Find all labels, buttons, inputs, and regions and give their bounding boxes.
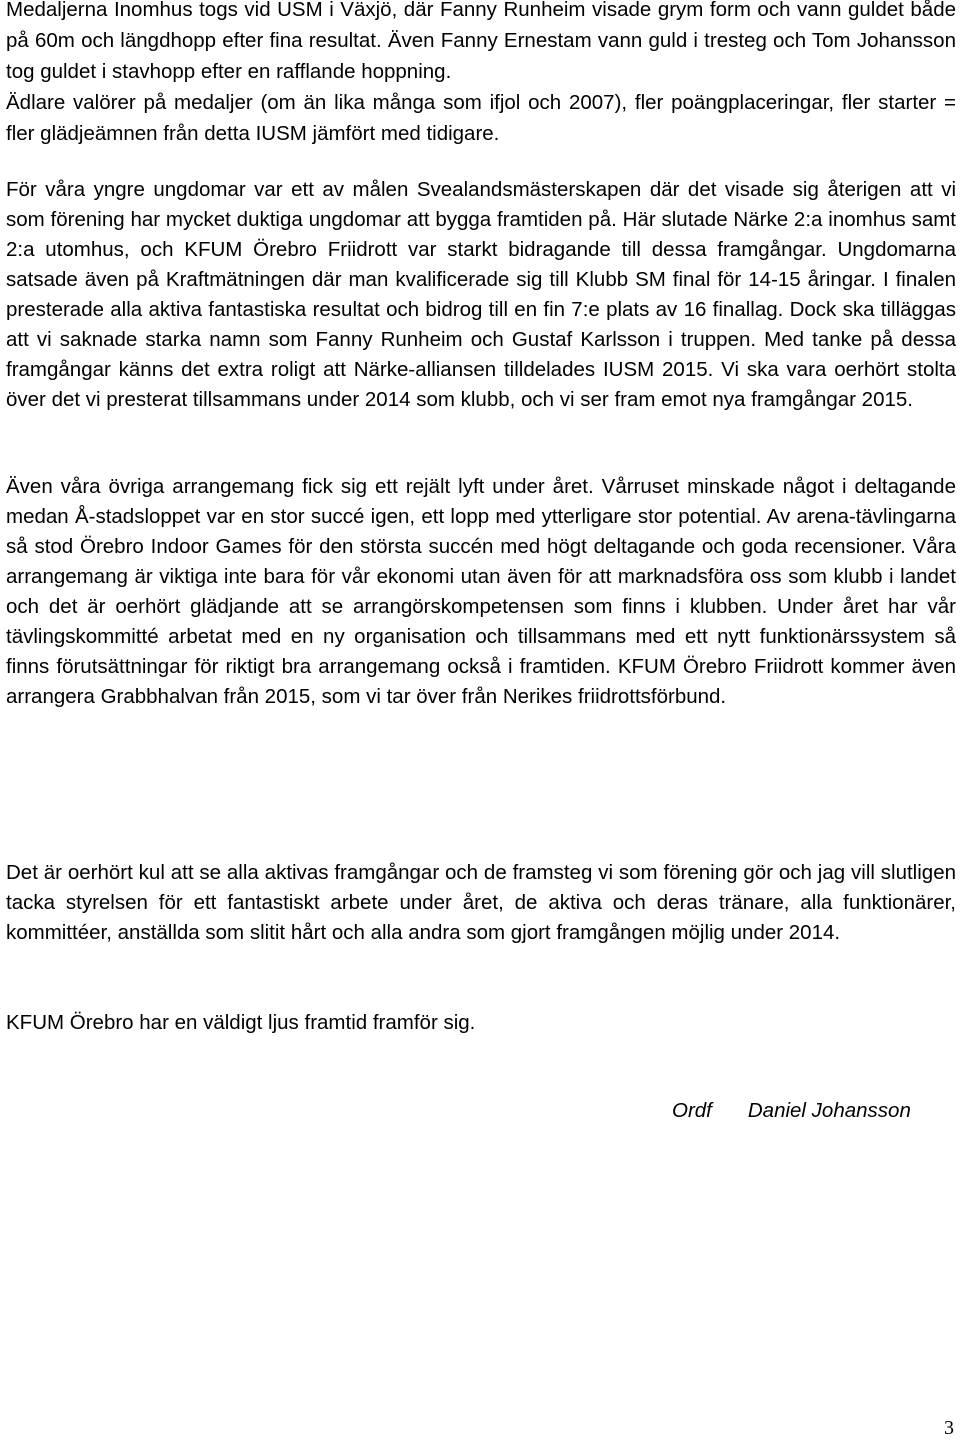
signature-title: Ordf bbox=[672, 1099, 712, 1122]
paragraph-sentence: Vårruset minskade något i deltagande medan Å-stadsloppet var en stor succé igen, ett lopp med ytterligare stor potential. bbox=[6, 475, 956, 528]
signature-line bbox=[672, 1096, 911, 1126]
paragraph-sentence: Ädlare valörer på medaljer (om än lika många som ifjol och 2007), fler poängplaceringar, fler starter = fler glädjeämnen från detta IUSM jämfört med tidigare. bbox=[6, 91, 956, 145]
paragraph-sentence: KFUM Örebro har en väldigt ljus framtid framför sig. bbox=[6, 1011, 476, 1034]
paragraph-sentence: För våra yngre ungdomar var ett av målen Svealandsmästerskapen där det visade sig återigen att vi som förening har mycket duktiga ungdomar att bygga framtiden på. bbox=[6, 178, 956, 231]
paragraph-sentence: KFUM Örebro Friidrott kommer även arrangera Grabbhalvan från 2015, som vi tar över från Nerikes friidrottsförbund. bbox=[6, 655, 957, 708]
paragraph-sentence: Det är oerhört kul att se alla aktivas framgångar och de framsteg vi som förening gör och jag vill slutligen tacka styrelsen för ett fantastiskt arbete under året, de aktiva och deras tränare, alla funktionärer, kommittéer, anställda som slitit hårt och alla andra som gjort framgången möjlig under 2014. bbox=[6, 861, 956, 944]
paragraph-sentence: I finalen presterade alla aktiva fantastiska resultat och bidrog till en fin 7:e plats av 16 finallag. bbox=[6, 268, 956, 321]
paragraph-sentence: Dock ska tilläggas att vi saknade starka namn som Fanny Runheim och Gustaf Karlsson i truppen. bbox=[6, 298, 956, 351]
paragraph-medals-iusm bbox=[6, 0, 956, 149]
paragraph-sentence: Även Fanny Ernestam vann guld i tresteg och Tom Johansson tog guldet i stavhopp efter en rafflande hoppning. bbox=[6, 29, 956, 83]
paragraph-sentence: Här slutade Närke 2:a inomhus samt 2:a utomhus, och KFUM Örebro Friidrott var starkt bidragande till dessa framgångar. bbox=[6, 208, 956, 261]
paragraph-sentence: Med tanke på dessa framgångar känns det extra roligt att Närke-alliansen tilldelades IUSM 2015. bbox=[6, 328, 956, 381]
page-number: 3 bbox=[944, 1417, 954, 1439]
paragraph-sentence: Medaljerna Inomhus togs vid USM i Växjö, där Fanny Runheim visade grym form och vann guldet både på 60m och längdhopp efter fina resultat. bbox=[6, 0, 956, 52]
paragraph-sentence: Även våra övriga arrangemang fick sig ett rejält lyft under året. bbox=[6, 475, 594, 498]
paragraph-youth bbox=[6, 175, 956, 415]
paragraph-events bbox=[6, 472, 956, 712]
signature-name: Daniel Johansson bbox=[747, 1099, 911, 1122]
paragraph-sentence: Under året har vår tävlingskommitté arbetat med en ny organisation och tillsammans med ett nytt funktionärssystem så finns förutsättningar för riktigt bra arrangemang också i framtiden. bbox=[6, 595, 956, 678]
paragraph-sentence: Av arena-tävlingarna så stod Örebro Indoor Games för den största succén med högt deltagande och goda recensioner. bbox=[6, 505, 956, 558]
paragraph-sentence: Våra arrangemang är viktiga inte bara för vår ekonomi utan även för att marknadsföra oss som klubb i landet och det är oerhört glädjande att se arrangörskompetensen som finns i klubben. bbox=[6, 535, 956, 618]
paragraph-sentence: Vi ska vara oerhört stolta över det vi presterat tillsammans under 2014 som klubb, och vi ser fram emot nya framgångar 2015. bbox=[6, 358, 956, 411]
paragraph-thanks bbox=[6, 858, 956, 948]
paragraph-sentence: Ungdomarna satsade även på Kraftmätningen där man kvalificerade sig till Klubb SM final för 14-15 åringar. bbox=[6, 238, 956, 291]
paragraph-future bbox=[6, 1008, 956, 1038]
